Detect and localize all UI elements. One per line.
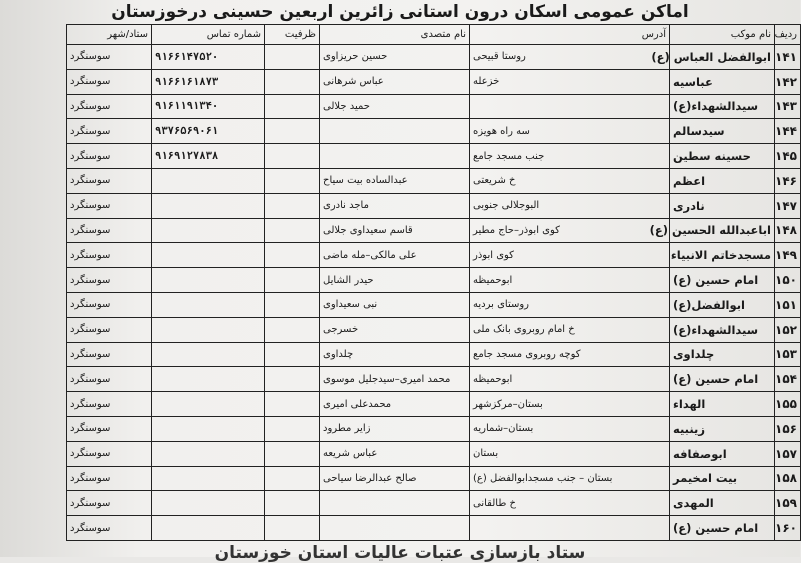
city-cell: سوسنگرد [67, 342, 152, 367]
capacity-cell [265, 441, 320, 466]
capacity-cell [265, 243, 320, 268]
capacity-cell [265, 416, 320, 441]
name-cell: نادری [670, 193, 775, 218]
responsible-cell: خسرجی [320, 317, 470, 342]
header-address: آدرس [470, 25, 670, 45]
responsible-cell: عباس شریعه [320, 441, 470, 466]
address-cell: کوچه روبروی مسجد جامع [470, 342, 670, 367]
capacity-cell [265, 292, 320, 317]
header-phone: شماره تماس [152, 25, 265, 45]
capacity-cell [265, 466, 320, 491]
name-cell: اباعبدالله الحسین (ع) [670, 218, 775, 243]
name-cell: ابوالفضل(ع) [670, 292, 775, 317]
responsible-cell: حسین حریزاوی [320, 45, 470, 70]
address-cell: ابوحمیظه [470, 367, 670, 392]
phone-cell [152, 491, 265, 516]
table-row [67, 119, 801, 144]
city-cell: سوسنگرد [67, 441, 152, 466]
address-cell: خ طالقانی [470, 491, 670, 516]
row-number-cell: ۱۴۲ [775, 69, 801, 94]
responsible-cell: عباس شرهانی [320, 69, 470, 94]
name-cell: زینبیه [670, 416, 775, 441]
capacity-cell [265, 392, 320, 417]
city-cell: سوسنگرد [67, 416, 152, 441]
name-cell: عباسیه [670, 69, 775, 94]
city-cell: سوسنگرد [67, 268, 152, 293]
address-cell: روستا قبیحی [470, 45, 670, 70]
row-number-cell: ۱۴۵ [775, 144, 801, 169]
address-cell: خ امام روبروی بانک ملی [470, 317, 670, 342]
address-cell: بستان – جنب مسجدابوالفضل (ع) [470, 466, 670, 491]
table-row [67, 193, 801, 218]
name-cell: مسجدخاتم الانبیاء [670, 243, 775, 268]
responsible-cell [320, 119, 470, 144]
table-row [67, 292, 801, 317]
name-cell: ابوصفافه [670, 441, 775, 466]
name-cell: سیدالشهداء(ع) [670, 94, 775, 119]
table-row [67, 441, 801, 466]
phone-cell [152, 168, 265, 193]
page-title: اماکن عمومی اسکان درون استانی زائرین اربعین حسینی درخوزستان [111, 2, 689, 22]
row-number-cell: ۱۴۹ [775, 243, 801, 268]
city-cell: سوسنگرد [67, 367, 152, 392]
city-cell: سوسنگرد [67, 491, 152, 516]
city-cell: سوسنگرد [67, 45, 152, 70]
capacity-cell [265, 45, 320, 70]
address-cell [470, 94, 670, 119]
row-number-cell: ۱۵۰ [775, 268, 801, 293]
capacity-cell [265, 193, 320, 218]
phone-cell: ۹۳۷۶۵۶۹۰۶۱ [152, 119, 265, 144]
table-row [67, 367, 801, 392]
capacity-cell [265, 268, 320, 293]
city-cell: سوسنگرد [67, 168, 152, 193]
responsible-cell: حیدر الشایل [320, 268, 470, 293]
name-cell: امام حسین (ع) [670, 268, 775, 293]
address-cell [470, 516, 670, 541]
table-header-row [67, 25, 801, 45]
responsible-cell: قاسم سعیداوی جلالی [320, 218, 470, 243]
phone-cell: ۹۱۶۶۱۶۱۸۷۳ [152, 69, 265, 94]
phone-cell [152, 466, 265, 491]
row-number-cell: ۱۵۷ [775, 441, 801, 466]
city-cell: سوسنگرد [67, 94, 152, 119]
address-cell: بستان–شماریه [470, 416, 670, 441]
city-cell: سوسنگرد [67, 516, 152, 541]
row-number-cell: ۱۵۲ [775, 317, 801, 342]
responsible-cell [320, 144, 470, 169]
header-row-number: ردیف [775, 25, 801, 45]
table-row [67, 144, 801, 169]
city-cell: سوسنگرد [67, 119, 152, 144]
phone-cell [152, 193, 265, 218]
table-row [67, 516, 801, 541]
table-row [67, 94, 801, 119]
header-capacity: ظرفیت [265, 25, 320, 45]
row-number-cell: ۱۴۳ [775, 94, 801, 119]
row-number-cell: ۱۵۹ [775, 491, 801, 516]
row-number-cell: ۱۵۱ [775, 292, 801, 317]
city-cell: سوسنگرد [67, 292, 152, 317]
capacity-cell [265, 94, 320, 119]
footer-text: ستاد بازسازی عتبات عالیات استان خوزستان [214, 543, 586, 563]
responsible-cell: علی مالکی–مله ماضی [320, 243, 470, 268]
capacity-cell [265, 516, 320, 541]
name-cell: امام حسین (ع) [670, 516, 775, 541]
address-cell: البوجلالی جنوبی [470, 193, 670, 218]
row-number-cell: ۱۴۶ [775, 168, 801, 193]
responsible-cell: زایر مطرود [320, 416, 470, 441]
address-cell: جنب مسجد جامع [470, 144, 670, 169]
responsible-cell: صالح عبدالرضا سیاحی [320, 466, 470, 491]
row-number-cell: ۱۵۳ [775, 342, 801, 367]
name-cell: امام حسین (ع) [670, 367, 775, 392]
responsible-cell: عبدالساده بیت سیاح [320, 168, 470, 193]
name-cell: بیت امخیمر [670, 466, 775, 491]
capacity-cell [265, 69, 320, 94]
responsible-cell: محمد امیری–سیدجلیل موسوی [320, 367, 470, 392]
phone-cell [152, 392, 265, 417]
city-cell: سوسنگرد [67, 218, 152, 243]
address-cell: خزعله [470, 69, 670, 94]
table-row [67, 168, 801, 193]
city-cell: سوسنگرد [67, 466, 152, 491]
capacity-cell [265, 317, 320, 342]
name-cell: سیدسالم [670, 119, 775, 144]
phone-cell [152, 367, 265, 392]
responsible-cell: نبی سعیداوی [320, 292, 470, 317]
address-cell: کوی ابوذر [470, 243, 670, 268]
table-row [67, 491, 801, 516]
phone-cell: ۹۱۶۱۱۹۱۳۴۰ [152, 94, 265, 119]
table-row [67, 243, 801, 268]
name-cell: اعظم [670, 168, 775, 193]
capacity-cell [265, 119, 320, 144]
table-row [67, 69, 801, 94]
capacity-cell [265, 367, 320, 392]
table-row [67, 416, 801, 441]
header-city: ستاد/شهر [67, 25, 152, 45]
row-number-cell: ۱۵۵ [775, 392, 801, 417]
responsible-cell [320, 516, 470, 541]
header-responsible: نام متصدی [320, 25, 470, 45]
phone-cell [152, 268, 265, 293]
table-row [67, 317, 801, 342]
row-number-cell: ۱۵۸ [775, 466, 801, 491]
phone-cell [152, 243, 265, 268]
table-row [67, 268, 801, 293]
address-cell: ابوحمیظه [470, 268, 670, 293]
row-number-cell: ۱۴۷ [775, 193, 801, 218]
name-cell: حسینه سطین [670, 144, 775, 169]
row-number-cell: ۱۴۸ [775, 218, 801, 243]
city-cell: سوسنگرد [67, 317, 152, 342]
city-cell: سوسنگرد [67, 144, 152, 169]
header-name: نام موکب [670, 25, 775, 45]
responsible-cell: محمدعلی امیری [320, 392, 470, 417]
city-cell: سوسنگرد [67, 193, 152, 218]
capacity-cell [265, 218, 320, 243]
table-row [67, 392, 801, 417]
address-cell: بستان–مرکزشهر [470, 392, 670, 417]
table-row [67, 45, 801, 70]
phone-cell [152, 516, 265, 541]
phone-cell: ۹۱۶۶۱۴۷۵۲۰ [152, 45, 265, 70]
name-cell: سیدالشهداء(ع) [670, 317, 775, 342]
table-row [67, 466, 801, 491]
phone-cell [152, 292, 265, 317]
capacity-cell [265, 491, 320, 516]
city-cell: سوسنگرد [67, 243, 152, 268]
city-cell: سوسنگرد [67, 69, 152, 94]
address-cell: بستان [470, 441, 670, 466]
venues-table [66, 24, 801, 541]
name-cell: المهدی [670, 491, 775, 516]
responsible-cell: چلداوی [320, 342, 470, 367]
phone-cell [152, 317, 265, 342]
row-number-cell: ۱۵۴ [775, 367, 801, 392]
responsible-cell: ماجد نادری [320, 193, 470, 218]
name-cell: چلداوی [670, 342, 775, 367]
capacity-cell [265, 168, 320, 193]
row-number-cell: ۱۵۶ [775, 416, 801, 441]
address-cell: خ شریعتی [470, 168, 670, 193]
phone-cell [152, 218, 265, 243]
row-number-cell: ۱۴۱ [775, 45, 801, 70]
phone-cell [152, 342, 265, 367]
capacity-cell [265, 342, 320, 367]
table-row [67, 342, 801, 367]
phone-cell [152, 441, 265, 466]
phone-cell [152, 416, 265, 441]
city-cell: سوسنگرد [67, 392, 152, 417]
name-cell: ابوالفضل العباس (ع) [670, 45, 775, 70]
capacity-cell [265, 144, 320, 169]
phone-cell: ۹۱۶۹۱۲۷۸۳۸ [152, 144, 265, 169]
responsible-cell: حمید جلالی [320, 94, 470, 119]
address-cell: کوی ابوذر–حاج مطیر [470, 218, 670, 243]
responsible-cell [320, 491, 470, 516]
address-cell: سه راه هویزه [470, 119, 670, 144]
name-cell: الهداء [670, 392, 775, 417]
row-number-cell: ۱۴۴ [775, 119, 801, 144]
address-cell: روستای بردیه [470, 292, 670, 317]
row-number-cell: ۱۶۰ [775, 516, 801, 541]
table-row [67, 218, 801, 243]
